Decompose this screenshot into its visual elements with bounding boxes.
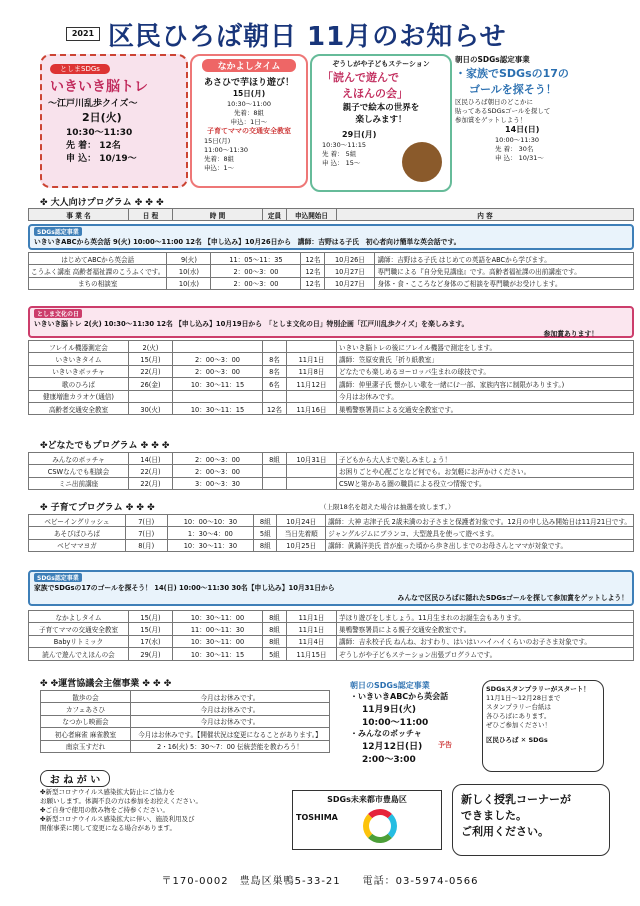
table-cell <box>263 477 287 489</box>
traffic-date: 15日(月) <box>204 137 231 145</box>
sdgs-tag-2: SDGs認定事業 <box>34 573 82 582</box>
table-cell: 5組 <box>263 648 287 660</box>
section-unei: ✤ ✤運営協議会主催事業 ✤ ✤ ✤ <box>40 679 172 689</box>
table-cell: 11：05〜11：35 <box>211 253 301 265</box>
ehon-desc1: 親子で絵本の世界を <box>342 103 420 113</box>
asahi-a3: 10:00〜11:00 <box>362 718 429 728</box>
table-cell: 8(月) <box>125 539 167 551</box>
ehon-cap: 先 着： 5組 <box>322 150 357 158</box>
bear-icon <box>402 142 442 182</box>
table-cell: CSWなんでも相談会 <box>29 465 129 477</box>
table-cell: 南京玉すだれ <box>41 740 131 752</box>
table-cell: こうふく講座 高齢者福祉課のこうふくです。 <box>29 265 167 277</box>
ikiiki-time: 10:30〜11:30 <box>66 128 133 138</box>
stamp-t3: スタンプラリー台紙は <box>486 703 551 711</box>
table-cell: 2・16(火) 5：30〜7：00 伝統芸能を教わろう！ <box>131 740 330 752</box>
table-cell <box>173 390 263 402</box>
ehon-time: 10:30〜11:15 <box>322 141 366 149</box>
sdgs-city-box <box>292 790 442 850</box>
kids-rows-2 <box>28 610 634 661</box>
table-cell: 14(日) <box>129 453 173 465</box>
stamp-t1: SDGsスタンプラリーがスタート！ <box>486 685 590 693</box>
onegai-box <box>40 770 280 850</box>
table-cell: 29(月) <box>129 648 173 660</box>
adult-rows-2 <box>28 340 634 415</box>
table-cell: 10(水) <box>167 277 211 289</box>
table-cell: 今月はお休みです。【開催状況は変更になることがあります。】 <box>131 728 330 740</box>
table-cell: 8組 <box>263 453 287 465</box>
highlight-toshima-text: いきいき脳トレ 2(火) 10:30〜11:30 12名 【申し込み】10月19日から 「としま文化の日」特別企画「江戸川乱歩クイズ」を楽しみます。 <box>34 320 469 328</box>
ikiiki-name: いきいき脳トレ <box>50 79 148 95</box>
table-cell: 2：00〜3：00 <box>211 277 301 289</box>
nakayoshi-badge: なかよしタイム <box>202 59 296 72</box>
table-cell: 11：00〜11：30 <box>173 623 263 635</box>
table-cell: 7(日) <box>125 527 167 539</box>
table-cell <box>263 390 287 402</box>
section-adult: ✤ 大人向けプログラム ✤ ✤ ✤ <box>40 198 164 208</box>
ehon-name2: えほんの会」 <box>342 87 408 100</box>
table-cell: ジャングルジムにブランコ、大型遊具を使って遊べます。 <box>326 527 634 539</box>
highlight-family-text: 家族でSDGsの17のゴールを探そう！ 14(日) 10:00〜11:30 30名【申し込み】10月31日から <box>34 584 335 592</box>
sdgs-tag: SDGs認定事業 <box>34 227 82 236</box>
asahi-b2: 12月12日(日) <box>362 742 423 752</box>
table-cell: 健康増進カラオケ(通信) <box>29 390 129 402</box>
table-cell: 12名 <box>263 402 287 414</box>
table-cell: 初心者麻雀 麻雀教室 <box>41 728 131 740</box>
table-cell: あそびばひろば <box>29 527 126 539</box>
year-badge: 2021 <box>66 27 100 41</box>
ikiiki-badge: としまSDGs <box>50 64 110 74</box>
kids-note: （上限18名を超えた場合は抽選を致します。） <box>320 503 455 511</box>
card-ikiiki <box>40 54 188 188</box>
table-row <box>29 378 634 390</box>
asahi-a2: 11月9日(火) <box>362 705 417 715</box>
table-cell: 歌のひろば <box>29 378 129 390</box>
table-cell: 6名 <box>263 378 287 390</box>
table-row <box>29 515 634 527</box>
sdgs-head: 朝日のSDGs認定事業 <box>455 55 530 64</box>
table-cell: 10：30〜11：15 <box>173 378 263 390</box>
ehon-date: 29日(月) <box>342 130 377 139</box>
table-row <box>29 465 634 477</box>
nakayoshi-name: あさひで芋ほり遊び！ <box>203 78 294 88</box>
newcorner-l3: ご利用ください。 <box>461 825 549 838</box>
table-row <box>29 635 634 647</box>
nakayoshi-apply: 申込：1日〜 <box>230 118 268 126</box>
highlight-toshima-note: 参加賞あります！ <box>543 330 598 338</box>
table-cell: 今月はお休みです。 <box>337 390 634 402</box>
table-cell <box>287 477 337 489</box>
table-cell: いきいき脳トレの後にフレイル機器で測定をします。 <box>337 341 634 353</box>
table-row <box>29 390 634 402</box>
onegai-l4: ✤新型コロナウイルス感染拡大に伴い、施設利用及び <box>40 815 195 823</box>
table-cell: 2：00〜3：00 <box>173 365 263 377</box>
table-cell: 散歩の会 <box>41 691 131 703</box>
table-cell: 12名 <box>301 253 325 265</box>
table-cell: 講師：眞鍋洋美氏 首が座った頃から歩き出しまでのお母さんとママが対象です。 <box>326 539 634 551</box>
highlight-toshima <box>28 306 634 338</box>
table-cell: 8名 <box>263 353 287 365</box>
table-cell: 2：00〜3：00 <box>173 465 263 477</box>
section-anyone: ✤どなたでもプログラム ✤ ✤ ✤ <box>40 441 170 451</box>
table-cell: 17(水) <box>129 635 173 647</box>
col-name: 事 業 名 <box>29 209 129 221</box>
table-cell: 子どもから大人まで楽しみましょう！ <box>337 453 634 465</box>
table-row <box>29 453 634 465</box>
ikiiki-cap: 先 着： 12名 <box>66 141 121 151</box>
table-cell: 11月16日 <box>287 402 337 414</box>
table-cell: 8組 <box>263 635 287 647</box>
table-cell: ベビーイングリッシュ <box>29 515 126 527</box>
table-row <box>41 740 330 752</box>
table-cell: 10月31日 <box>287 453 337 465</box>
table-cell: いきいきタイム <box>29 353 129 365</box>
table-cell: ミニ出前講座 <box>29 477 129 489</box>
table-cell: 5組 <box>254 527 277 539</box>
sdgs-city-title: SDGs未来都市豊島区 <box>327 795 407 804</box>
table-row <box>29 477 634 489</box>
table-row <box>29 611 634 623</box>
toshima-logo: TOSHIMA <box>296 813 338 822</box>
col-time: 時 間 <box>173 209 263 221</box>
table-cell: カフェあさひ <box>41 703 131 715</box>
adult-rows-1 <box>28 252 634 290</box>
table-cell: 22(月) <box>129 465 173 477</box>
card-ehon <box>310 54 452 192</box>
card-nakayoshi <box>190 54 308 188</box>
table-row <box>29 402 634 414</box>
table-cell: 8組 <box>254 539 277 551</box>
table-cell <box>173 341 263 353</box>
highlight-family-sdgs <box>28 570 634 606</box>
ehon-pre: ぞうしがや子どもステーション <box>332 60 430 68</box>
onegai-l2: お願いします。体調不良の方は参加をお控えください。 <box>40 797 202 805</box>
ehon-desc2: 楽しみます！ <box>355 115 407 125</box>
card-sdgs <box>455 54 623 204</box>
table-cell: 今月はお休みです。 <box>131 691 330 703</box>
table-cell: 8名 <box>263 365 287 377</box>
table-cell: みんなのボッチャ <box>29 453 129 465</box>
highlight-abc <box>28 224 634 250</box>
table-cell: フレイル機器測定会 <box>29 341 129 353</box>
table-cell: 10：30〜11：00 <box>173 611 263 623</box>
page-title: 区民ひろば朝日 11月のお知らせ <box>108 22 507 52</box>
table-cell: 専門職による『自分免見講座』です。高齢者福祉課の出前講座です。 <box>375 265 634 277</box>
traffic-time: 11:00〜11:30 <box>204 146 248 154</box>
stamp-t5: ぜひご参加ください！ <box>486 721 551 729</box>
stamp-logo: 区民ひろば ✕ SDGs <box>486 736 548 744</box>
table-cell <box>263 465 287 477</box>
table-cell: 講師：吉野はる子氏 はじめての英語をABCから学びます。 <box>375 253 634 265</box>
table-row <box>29 341 634 353</box>
table-cell: 15(月) <box>129 353 173 365</box>
table-cell: 22(月) <box>129 477 173 489</box>
sdgs-time: 10:00〜11:30 <box>495 136 539 144</box>
table-cell: お困りごとや心配ごとなど何でも。お気軽にお声かけください。 <box>337 465 634 477</box>
stamp-t2: 11月1日〜12月28日まで <box>486 694 561 702</box>
sdgs-t2: ゴールを探そう！ <box>469 83 557 96</box>
table-cell: 12名 <box>301 265 325 277</box>
table-cell: 講師：大神 志津子氏 2歳未満のお子さまと保護者対象です。12月の申し込み開始日は11月21日です。 <box>326 515 634 527</box>
col-date: 日 程 <box>129 209 173 221</box>
ehon-name1: 「読んで遊んで <box>322 71 399 84</box>
table-cell <box>263 341 287 353</box>
table-cell: 10：30〜11：00 <box>173 635 263 647</box>
table-cell: 12名 <box>301 277 325 289</box>
onegai-l3: ✤ご自身で使用の飲み物をご持参ください。 <box>40 806 169 814</box>
nakayoshi-cap: 先着：8組 <box>233 109 265 117</box>
table-cell: 10月25日 <box>277 539 326 551</box>
table-cell: 2：00〜3：00 <box>211 265 301 277</box>
newcorner-l1: 新しく授乳コーナーが <box>461 793 571 806</box>
table-cell: 1：30〜4：00 <box>167 527 254 539</box>
traffic-cap: 先着：8組 <box>204 155 235 163</box>
table-cell: 30(火) <box>129 402 173 414</box>
footer-address: 〒170-0002 豊島区巣鴨5-33-21 電話：03-5974-0566 <box>161 876 479 887</box>
yokoku-label: 予告 <box>438 741 452 749</box>
sdgs-d2: 貼ってあるSDGsゴールを探して <box>455 107 551 115</box>
sdgs-d1: 区民ひろば朝日のどこかに <box>455 98 533 106</box>
table-cell: 15(月) <box>129 611 173 623</box>
table-cell: 2：00〜3：00 <box>173 353 263 365</box>
table-cell: 8組 <box>254 515 277 527</box>
adult-table-header <box>28 208 634 221</box>
table-cell: 芋ほり遊びをしましょう。11月生まれのお誕生会もあります。 <box>337 611 634 623</box>
table-cell: 11月1日 <box>287 353 337 365</box>
table-cell: 10月24日 <box>277 515 326 527</box>
ikiiki-sub: 〜江戸川乱歩クイズ〜 <box>48 99 138 109</box>
onegai-l1: ✤新型コロナウイルス感染拡大防止にご協力を <box>40 788 176 796</box>
table-cell: 今月はお休みです。 <box>131 715 330 727</box>
table-row <box>29 539 634 551</box>
table-cell: 高齢者交通安全教室 <box>29 402 129 414</box>
section-kids: ✤ 子育てプログラム ✤ ✤ ✤ <box>40 503 155 513</box>
table-cell: ぞうしがや子どもステーション出張プログラムです。 <box>337 648 634 660</box>
table-cell: 身体・食・こころなど身体のご相談を専門職がお受けします。 <box>375 277 634 289</box>
toshima-tag: としま文化の日 <box>34 309 82 318</box>
table-cell: 3：00〜3：30 <box>173 477 263 489</box>
table-cell: 10：30〜11：15 <box>173 648 263 660</box>
asahi-b3: 2:00〜3:00 <box>362 755 416 765</box>
table-cell: 15(月) <box>129 623 173 635</box>
table-cell: 8組 <box>263 611 287 623</box>
adult-table-wrap <box>28 208 634 221</box>
table-cell: 11月4日 <box>287 635 337 647</box>
newcorner-l2: できました。 <box>461 809 527 822</box>
unei-table <box>40 690 330 753</box>
table-cell: なかよしタイム <box>29 611 129 623</box>
table-row <box>29 265 634 277</box>
table-cell <box>287 390 337 402</box>
table-row <box>29 253 634 265</box>
table-row <box>29 648 634 660</box>
asahi-sdgs-box <box>350 680 470 780</box>
table-row <box>29 353 634 365</box>
table-row <box>29 527 634 539</box>
kids-rows-1 <box>28 514 634 552</box>
col-cap: 定員 <box>263 209 287 221</box>
table-cell: 2：00〜3：00 <box>173 453 263 465</box>
table-cell: 11月8日 <box>287 365 337 377</box>
table-cell: 9(火) <box>167 253 211 265</box>
table-cell: 11月1日 <box>287 623 337 635</box>
table-cell: 10月26日 <box>325 253 375 265</box>
asahi-sdgs-head: 朝日のSDGs認定事業 <box>350 681 430 690</box>
sdgs-apply: 申 込： 10/31〜 <box>495 154 544 162</box>
table-row <box>41 728 330 740</box>
table-cell <box>287 465 337 477</box>
table-cell: なつかし映画会 <box>41 715 131 727</box>
table-cell: 7(日) <box>125 515 167 527</box>
table-cell: 講師：笠原安貴氏「折り紙教室」 <box>337 353 634 365</box>
table-cell: 8組 <box>263 623 287 635</box>
table-cell: Babyリトミック <box>29 635 129 647</box>
table-cell: 講師：吉永校子氏 ねんね、おすわり、はいはいハイハイくらいのお子さま対象です。 <box>337 635 634 647</box>
onegai-l5: 開催事業に関して変更になる場合があります。 <box>40 824 176 832</box>
table-row <box>29 277 634 289</box>
sdgs-d3: 参加賞をゲットしよう！ <box>455 116 527 124</box>
sdgs-date: 14日(日) <box>505 125 540 134</box>
table-cell: まちの相談室 <box>29 277 167 289</box>
stamp-t4: 各ひろばにあります。 <box>486 712 551 720</box>
asahi-b1: ・みんなのボッチャ <box>350 729 422 738</box>
newcorner-box <box>452 784 610 856</box>
table-cell: 2(火) <box>129 341 173 353</box>
table-cell: 10：00〜10：30 <box>167 515 254 527</box>
ikiiki-date: 2日(火) <box>82 111 122 124</box>
ehon-apply: 申 込： 15〜 <box>322 159 361 167</box>
table-cell: 10月27日 <box>325 265 375 277</box>
table-cell <box>287 341 337 353</box>
sdgs-t1: ・家族でSDGsの17の <box>455 67 569 80</box>
table-cell: 読んで遊んでえほんの会 <box>29 648 129 660</box>
sdgs-cap: 先 着： 30名 <box>495 145 534 153</box>
table-cell: 子育てママの交通安全教室 <box>29 623 129 635</box>
table-cell: 10(水) <box>167 265 211 277</box>
table-row <box>41 703 330 715</box>
anyone-rows <box>28 452 634 490</box>
col-apply: 申込開始日 <box>287 209 337 221</box>
table-cell: 11月12日 <box>287 378 337 390</box>
traffic-apply: 申込：1〜 <box>204 164 235 172</box>
table-cell: 巣鴨警察署員による交通安全教室です。 <box>337 402 634 414</box>
table-row <box>29 365 634 377</box>
table-cell: 10：30〜11：15 <box>173 402 263 414</box>
table-cell: いきいきボッチャ <box>29 365 129 377</box>
table-cell: CSWと第かある圏の職員による役立つ情報です。 <box>337 477 634 489</box>
table-cell: 22(月) <box>129 365 173 377</box>
onegai-title: お ね が い <box>40 770 110 787</box>
table-row <box>41 691 330 703</box>
table-cell: 巣鴨警察署員による親子交通安全教室です。 <box>337 623 634 635</box>
table-cell: 当日先着順 <box>277 527 326 539</box>
table-cell <box>129 390 173 402</box>
table-cell: 11月1日 <box>287 611 337 623</box>
traffic-name: 子育てママの交通安全教室 <box>207 127 291 135</box>
table-cell: どなたでも楽しめるヨーロッパ生まれの球技です。 <box>337 365 634 377</box>
highlight-family-note: みんなで区民ひろばに隠れたSDGsゴールを探して参加賞をゲットしよう！ <box>397 594 628 602</box>
asahi-a1: ・いきいきABCから英会話 <box>350 692 449 701</box>
table-row <box>41 715 330 727</box>
highlight-abc-text: いきいきABCから英会話 9(火) 10:00〜11:00 12名 【申し込み】10月26日から 講師：吉野はる子氏 初心者向け簡単な英会話です。 <box>34 238 461 246</box>
table-cell: 11月15日 <box>287 648 337 660</box>
table-cell: 今月はお休みです。 <box>131 703 330 715</box>
col-content: 内 容 <box>337 209 634 221</box>
table-cell: ベビママヨガ <box>29 539 126 551</box>
table-cell: 10月27日 <box>325 277 375 289</box>
ikiiki-apply: 申 込： 10/19〜 <box>66 154 137 164</box>
table-cell: 10：30〜11：30 <box>167 539 254 551</box>
table-cell: 講師：仲里潔子氏 懐かしい歌を一緒に(♪一部、家族内容に制限があります。) <box>337 378 634 390</box>
table-row <box>29 623 634 635</box>
table-cell: はじめてABCから英会話 <box>29 253 167 265</box>
stamp-rally-box <box>482 680 604 772</box>
table-cell: 26(金) <box>129 378 173 390</box>
nakayoshi-date: 15日(月) <box>232 89 266 98</box>
sdgs-wheel-icon <box>363 809 397 843</box>
nakayoshi-time: 10:30〜11:00 <box>227 100 271 108</box>
